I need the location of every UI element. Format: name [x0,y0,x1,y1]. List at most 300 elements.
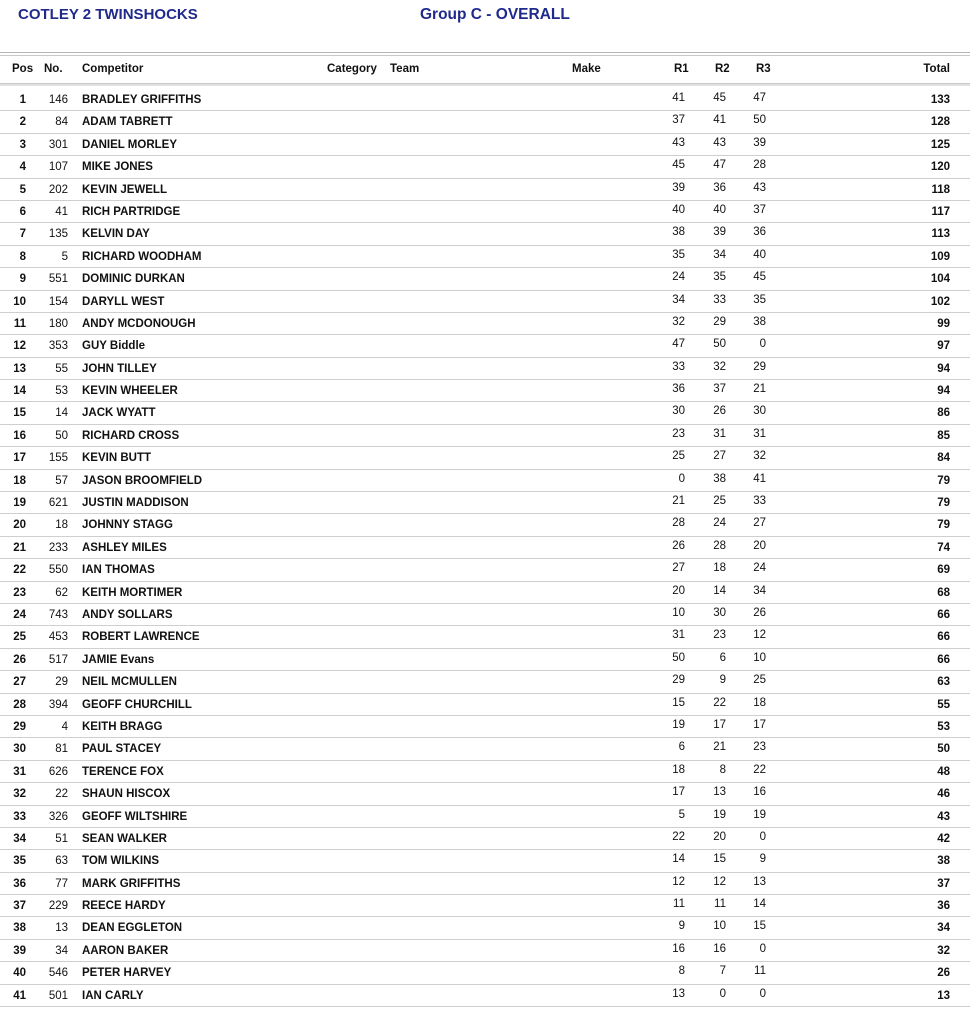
number-cell: 81 [55,743,68,756]
r2-cell: 14 [713,584,726,597]
r2-cell: 36 [713,181,726,194]
competitor-cell: DARYLL WEST [82,295,165,308]
table-row [0,694,970,716]
r3-cell: 34 [753,584,766,597]
number-cell: 84 [55,116,68,129]
number-cell: 18 [55,519,68,532]
competitor-cell: JOHNNY STAGG [82,519,173,532]
group-title: Group C - OVERALL [420,6,570,23]
number-cell: 626 [48,765,68,778]
r3-cell: 27 [753,517,766,530]
r1-cell: 38 [672,226,685,239]
pos-cell: 38 [13,922,26,935]
table-row [0,962,970,984]
r2-cell: 11 [714,898,726,911]
pos-cell: 8 [19,250,26,263]
total-cell: 48 [937,765,950,778]
r3-cell: 25 [753,674,766,687]
total-cell: 85 [937,429,950,442]
r3-cell: 33 [753,495,766,508]
r1-cell: 13 [672,987,685,1000]
pos-cell: 17 [13,452,26,465]
number-cell: 50 [55,429,68,442]
r3-cell: 37 [753,203,766,216]
number-cell: 53 [55,385,68,398]
number-cell: 229 [48,900,68,913]
r1-cell: 6 [678,741,685,754]
pos-cell: 5 [19,183,26,196]
r3-cell: 0 [759,987,766,1000]
r1-cell: 31 [672,629,685,642]
pos-cell: 25 [13,631,26,644]
competitor-cell: DANIEL MORLEY [82,138,177,151]
r2-cell: 9 [719,674,726,687]
r1-cell: 41 [672,92,685,104]
r2-cell: 18 [713,562,726,575]
number-cell: 4 [61,720,68,733]
number-cell: 180 [48,317,68,330]
total-cell: 120 [930,161,950,174]
competitor-cell: IAN THOMAS [82,564,155,577]
total-cell: 42 [937,832,950,845]
competitor-cell: JACK WYATT [82,407,156,420]
r3-cell: 50 [753,114,766,127]
competitor-cell: RICH PARTRIDGE [82,205,181,218]
r1-cell: 22 [672,830,685,843]
pos-cell: 33 [13,810,26,823]
r3-cell: 0 [759,942,766,955]
pos-cell: 32 [13,788,26,801]
competitor-cell: ROBERT LAWRENCE [82,631,200,644]
r1-cell: 20 [672,584,685,597]
r2-cell: 38 [713,472,726,485]
pos-cell: 24 [13,608,26,621]
r3-cell: 39 [753,136,766,149]
number-cell: 63 [55,855,68,868]
pos-cell: 23 [13,586,26,599]
total-cell: 125 [930,138,950,151]
r1-cell: 14 [672,853,685,866]
pos-cell: 4 [19,161,26,174]
competitor-cell: ANDY MCDONOUGH [82,317,196,330]
pos-cell: 18 [13,474,26,487]
total-cell: 84 [937,452,950,465]
r3-cell: 38 [753,315,766,328]
r2-cell: 41 [713,114,726,127]
r1-cell: 0 [678,472,685,485]
competitor-cell: KEVIN JEWELL [82,183,167,196]
pos-cell: 6 [19,205,26,218]
competitor-cell: RICHARD WOODHAM [82,250,202,263]
r1-cell: 45 [672,159,685,172]
r1-cell: 36 [672,383,685,396]
r1-cell: 32 [672,315,685,328]
r1-cell: 26 [672,539,685,552]
r3-cell: 13 [753,875,766,888]
number-cell: 621 [48,497,68,510]
column-header-total: Total [923,63,950,75]
total-cell: 36 [937,900,950,913]
table-row [0,738,970,760]
r1-cell: 34 [672,293,685,306]
total-cell: 102 [930,295,950,308]
competitor-cell: MARK GRIFFITHS [82,877,181,890]
column-header-make: Make [572,63,601,75]
pos-cell: 16 [13,429,26,442]
competitor-cell: DEAN EGGLETON [82,922,183,935]
r3-cell: 16 [753,786,766,799]
pos-cell: 29 [13,720,26,733]
r2-cell: 25 [713,495,726,508]
table-row [0,223,970,245]
r2-cell: 29 [713,315,726,328]
number-cell: 51 [55,832,68,845]
r2-cell: 39 [713,226,726,239]
r2-cell: 30 [713,606,726,619]
total-cell: 68 [937,586,950,599]
number-cell: 62 [55,586,68,599]
r3-cell: 31 [753,427,766,440]
competitor-cell: TERENCE FOX [82,765,164,778]
r1-cell: 27 [672,562,685,575]
competitor-cell: JASON BROOMFIELD [82,474,203,487]
r1-cell: 50 [672,651,685,664]
total-cell: 133 [930,94,950,106]
r2-cell: 34 [713,248,726,261]
table-row [0,89,970,111]
table-row [0,917,970,939]
r3-cell: 11 [754,965,766,978]
competitor-cell: KELVIN DAY [82,228,150,241]
table-row [0,649,970,671]
total-cell: 79 [937,497,950,510]
total-cell: 46 [937,788,950,801]
total-cell: 117 [931,205,950,218]
competitor-cell: NEIL MCMULLEN [82,676,177,689]
r3-cell: 9 [759,853,766,866]
r3-cell: 18 [753,696,766,709]
competitor-cell: JOHN TILLEY [82,362,157,375]
number-cell: 233 [48,541,68,554]
table-row [0,134,970,156]
number-cell: 34 [55,944,68,957]
r2-cell: 24 [713,517,726,530]
table-row [0,402,970,424]
r1-cell: 35 [672,248,685,261]
number-cell: 394 [48,698,68,711]
pos-cell: 39 [13,944,26,957]
number-cell: 743 [48,608,68,621]
r3-cell: 12 [753,629,766,642]
competitor-cell: PETER HARVEY [82,967,172,980]
r1-cell: 9 [678,920,685,933]
table-row [0,246,970,268]
r2-cell: 0 [719,987,726,1000]
total-cell: 43 [937,810,950,823]
results-table-body [0,89,970,1007]
competitor-cell: RICHARD CROSS [82,429,180,442]
r2-cell: 6 [719,651,726,664]
pos-cell: 3 [19,138,26,151]
table-row [0,671,970,693]
r2-cell: 10 [713,920,726,933]
competitor-cell: MIKE JONES [82,161,153,174]
column-header-no: No. [44,63,63,75]
number-cell: 29 [55,676,68,689]
pos-cell: 2 [19,116,26,129]
table-row [0,604,970,626]
pos-cell: 30 [13,743,26,756]
r2-cell: 17 [713,718,726,731]
r3-cell: 23 [753,741,766,754]
pos-cell: 20 [13,519,26,532]
total-cell: 74 [937,541,950,554]
pos-cell: 1 [19,94,26,106]
r2-cell: 16 [713,942,726,955]
r3-cell: 0 [759,830,766,843]
r2-cell: 21 [713,741,726,754]
total-cell: 69 [937,564,950,577]
table-row [0,447,970,469]
table-row [0,895,970,917]
r3-cell: 45 [753,271,766,284]
r1-cell: 5 [678,808,685,821]
r2-cell: 28 [713,539,726,552]
total-cell: 109 [930,250,950,263]
r3-cell: 24 [753,562,766,575]
r2-cell: 47 [713,159,726,172]
column-header-r1: R1 [674,63,689,75]
number-cell: 326 [48,810,68,823]
total-cell: 13 [937,989,950,1002]
competitor-cell: ASHLEY MILES [82,541,167,554]
total-cell: 53 [937,720,950,733]
pos-cell: 14 [13,385,26,398]
competitor-cell: TOM WILKINS [82,855,160,868]
table-row [0,850,970,872]
competitor-cell: BRADLEY GRIFFITHS [82,94,202,106]
competitor-cell: GUY Biddle [82,340,146,353]
r2-cell: 12 [713,875,726,888]
r1-cell: 10 [672,606,685,619]
r3-cell: 28 [753,159,766,172]
table-row [0,358,970,380]
competitor-cell: KEITH MORTIMER [82,586,183,599]
column-header-team: Team [390,63,420,75]
number-cell: 146 [48,94,68,106]
number-cell: 57 [55,474,68,487]
number-cell: 55 [55,362,68,375]
r3-cell: 35 [753,293,766,306]
pos-cell: 26 [13,653,26,666]
table-row [0,156,970,178]
total-cell: 94 [937,385,950,398]
r3-cell: 43 [753,181,766,194]
number-cell: 517 [48,653,68,666]
total-cell: 50 [937,743,950,756]
table-row [0,783,970,805]
competitor-cell: KEITH BRAGG [82,720,163,733]
competitor-cell: JUSTIN MADDISON [82,497,189,510]
r1-cell: 43 [672,136,685,149]
total-cell: 66 [937,608,950,621]
number-cell: 135 [48,228,68,241]
r1-cell: 24 [672,271,685,284]
column-header-pos: Pos [12,63,34,75]
competitor-cell: PAUL STACEY [82,743,162,756]
number-cell: 551 [48,273,68,286]
table-row [0,582,970,604]
event-title: COTLEY 2 TWINSHOCKS [18,6,198,23]
number-cell: 546 [48,967,68,980]
number-cell: 77 [55,877,68,890]
competitor-cell: DOMINIC DURKAN [82,273,185,286]
r3-cell: 41 [753,472,766,485]
number-cell: 453 [48,631,68,644]
table-row [0,179,970,201]
r3-cell: 36 [753,226,766,239]
r1-cell: 8 [678,965,685,978]
number-cell: 22 [55,788,68,801]
competitor-cell: SHAUN HISCOX [82,788,171,801]
pos-cell: 7 [19,228,26,241]
r3-cell: 10 [753,651,766,664]
competitor-cell: GEOFF WILTSHIRE [82,810,188,823]
number-cell: 107 [48,161,68,174]
top-divider [0,52,970,53]
column-header-competitor: Competitor [82,63,144,75]
r2-cell: 35 [713,271,726,284]
number-cell: 202 [48,183,68,196]
r2-cell: 45 [713,92,726,104]
r1-cell: 21 [672,495,685,508]
r3-cell: 29 [753,360,766,373]
r3-cell: 19 [753,808,766,821]
pos-cell: 15 [13,407,26,420]
table-row [0,470,970,492]
pos-cell: 21 [13,541,26,554]
r1-cell: 40 [672,203,685,216]
r2-cell: 23 [713,629,726,642]
total-cell: 99 [937,317,950,330]
r2-cell: 43 [713,136,726,149]
r1-cell: 47 [672,338,685,351]
pos-cell: 19 [13,497,26,510]
r2-cell: 26 [713,405,726,418]
table-row [0,985,970,1007]
pos-cell: 28 [13,698,26,711]
r1-cell: 37 [672,114,685,127]
total-cell: 97 [937,340,950,353]
table-row [0,201,970,223]
r2-cell: 20 [713,830,726,843]
r3-cell: 26 [753,606,766,619]
pos-cell: 40 [13,967,26,980]
r1-cell: 18 [672,763,685,776]
competitor-cell: IAN CARLY [82,989,144,1002]
number-cell: 13 [55,922,68,935]
total-cell: 34 [937,922,950,935]
r2-cell: 8 [719,763,726,776]
total-cell: 63 [937,676,950,689]
total-cell: 104 [930,273,950,286]
r2-cell: 40 [713,203,726,216]
table-row [0,335,970,357]
table-row [0,111,970,133]
number-cell: 14 [55,407,68,420]
pos-cell: 36 [13,877,26,890]
pos-cell: 13 [13,362,26,375]
competitor-cell: AARON BAKER [82,944,169,957]
column-header-r3: R3 [756,63,771,75]
pos-cell: 34 [13,832,26,845]
r3-cell: 21 [753,383,766,396]
total-cell: 66 [937,653,950,666]
table-row [0,626,970,648]
competitor-cell: REECE HARDY [82,900,166,913]
table-header [0,55,970,84]
competitor-cell: KEVIN WHEELER [82,385,178,398]
total-cell: 26 [937,967,950,980]
total-cell: 94 [937,362,950,375]
number-cell: 154 [48,295,68,308]
total-cell: 79 [937,519,950,532]
column-header-r2: R2 [715,63,730,75]
r1-cell: 11 [673,898,685,911]
table-row [0,313,970,335]
table-row [0,873,970,895]
r2-cell: 13 [713,786,726,799]
competitor-cell: JAMIE Evans [82,653,155,666]
pos-cell: 27 [13,676,26,689]
r2-cell: 27 [713,450,726,463]
table-row [0,268,970,290]
pos-cell: 9 [19,273,26,286]
r2-cell: 50 [713,338,726,351]
r3-cell: 40 [753,248,766,261]
pos-cell: 41 [13,989,26,1002]
r3-cell: 0 [759,338,766,351]
r1-cell: 16 [672,942,685,955]
number-cell: 301 [48,138,68,151]
r1-cell: 30 [672,405,685,418]
r1-cell: 33 [672,360,685,373]
competitor-cell: KEVIN BUTT [82,452,151,465]
r1-cell: 19 [672,718,685,731]
table-row [0,425,970,447]
r1-cell: 23 [672,427,685,440]
r2-cell: 37 [713,383,726,396]
r1-cell: 29 [672,674,685,687]
r3-cell: 32 [753,450,766,463]
total-cell: 118 [931,183,950,196]
number-cell: 155 [48,452,68,465]
r1-cell: 17 [672,786,685,799]
r3-cell: 30 [753,405,766,418]
number-cell: 41 [55,205,68,218]
total-cell: 113 [931,228,950,241]
column-header-category: Category [327,63,377,75]
number-cell: 550 [48,564,68,577]
pos-cell: 31 [13,765,26,778]
r3-cell: 20 [753,539,766,552]
r2-cell: 31 [713,427,726,440]
r2-cell: 33 [713,293,726,306]
total-cell: 32 [937,944,950,957]
r2-cell: 22 [713,696,726,709]
total-cell: 79 [937,474,950,487]
r3-cell: 15 [753,920,766,933]
